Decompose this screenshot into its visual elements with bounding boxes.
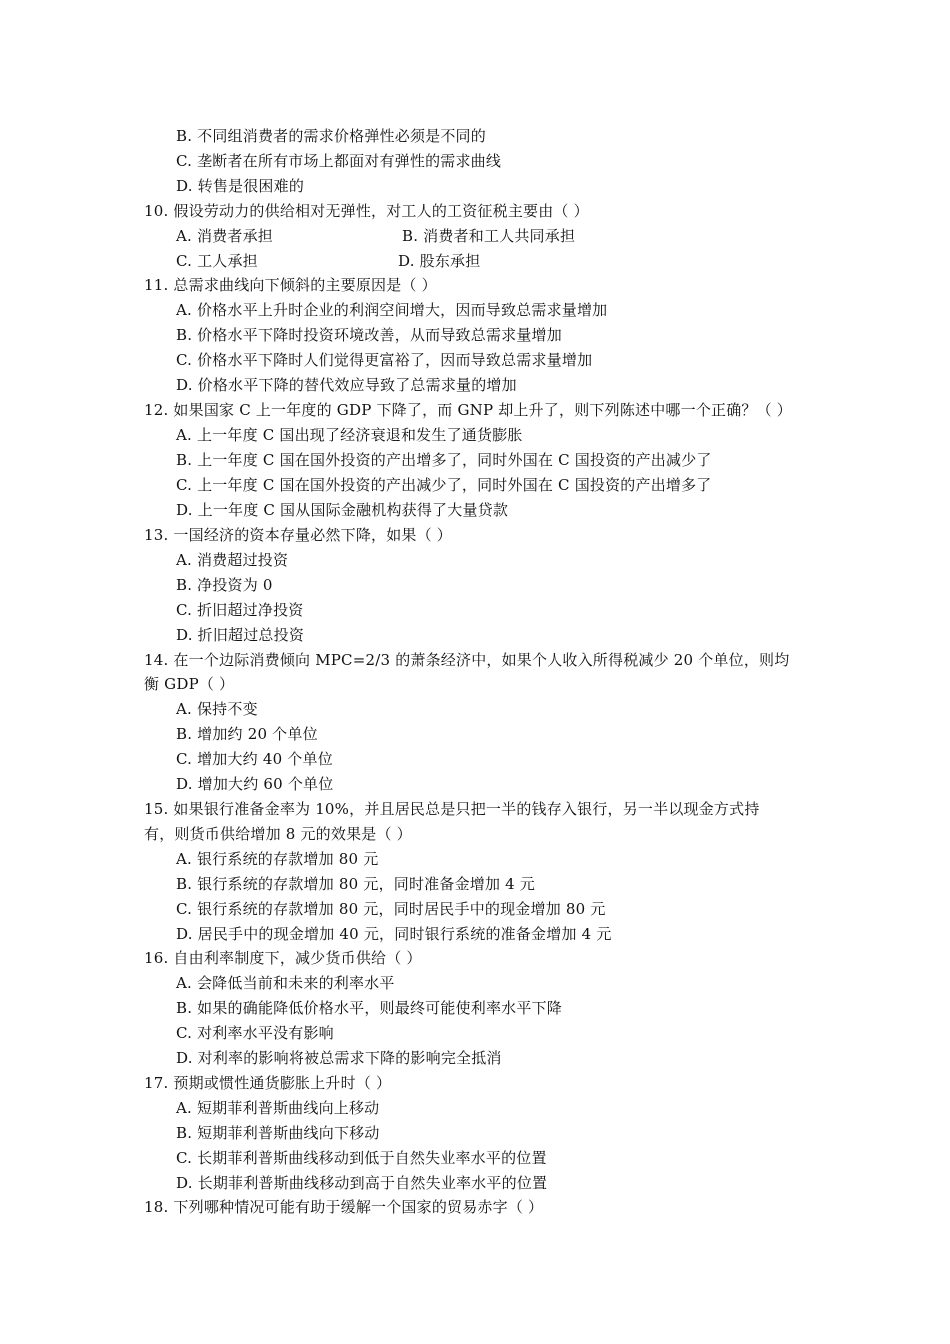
q10-option-b: B. 消费者和工人共同承担: [402, 227, 576, 245]
q14-stem-continuation: 衡 GDP（ ）: [144, 675, 235, 693]
q18-stem: 18. 下列哪种情况可能有助于缓解一个国家的贸易赤字（ ）: [144, 1198, 544, 1216]
q14-option-a: A. 保持不变: [176, 700, 258, 718]
q13-option-b: B. 净投资为 0: [176, 576, 273, 594]
q11-option-d: D. 价格水平下降的替代效应导致了总需求量的增加: [176, 376, 517, 394]
q12-stem: 12. 如果国家 C 上一年度的 GDP 下降了，而 GNP 却上升了，则下列陈述中哪一个正确？（ ）: [144, 401, 792, 419]
q9-option-b: B. 不同组消费者的需求价格弹性必须是不同的: [176, 127, 486, 145]
q14-option-c: C. 增加大约 40 个单位: [176, 750, 333, 768]
q16-option-c: C. 对利率水平没有影响: [176, 1024, 334, 1042]
q17-stem: 17. 预期或惯性通货膨胀上升时（ ）: [144, 1074, 392, 1092]
q16-option-a: A. 会降低当前和未来的利率水平: [176, 974, 395, 992]
q13-stem: 13. 一国经济的资本存量必然下降，如果（ ）: [144, 526, 452, 544]
q11-option-b: B. 价格水平下降时投资环境改善，从而导致总需求量增加: [176, 326, 562, 344]
q11-stem: 11. 总需求曲线向下倾斜的主要原因是（ ）: [144, 276, 437, 294]
q9-option-d: D. 转售是很困难的: [176, 177, 305, 195]
q15-option-d: D. 居民手中的现金增加 40 元，同时银行系统的准备金增加 4 元: [176, 925, 612, 943]
q14-option-b: B. 增加约 20 个单位: [176, 725, 318, 743]
q12-option-a: A. 上一年度 C 国出现了经济衰退和发生了通货膨胀: [176, 426, 523, 444]
q14-stem: 14. 在一个边际消费倾向 MPC=2/3 的萧条经济中，如果个人收入所得税减少 20 个单位，则均: [144, 651, 790, 669]
q12-option-b: B. 上一年度 C 国在国外投资的产出增多了，同时外国在 C 国投资的产出减少了: [176, 451, 712, 469]
q17-option-c: C. 长期菲利普斯曲线移动到低于自然失业率水平的位置: [176, 1149, 547, 1167]
q10-option-a: A. 消费者承担: [176, 227, 273, 245]
q12-option-c: C. 上一年度 C 国在国外投资的产出减少了，同时外国在 C 国投资的产出增多了: [176, 476, 712, 494]
q16-option-b: B. 如果的确能降低价格水平，则最终可能使利率水平下降: [176, 999, 562, 1017]
q13-option-d: D. 折旧超过总投资: [176, 626, 305, 644]
q10-stem: 10. 假设劳动力的供给相对无弹性，对工人的工资征税主要由（ ）: [144, 202, 589, 220]
q17-option-b: B. 短期菲利普斯曲线向下移动: [176, 1124, 380, 1142]
q14-option-d: D. 增加大约 60 个单位: [176, 775, 334, 793]
q12-option-d: D. 上一年度 C 国从国际金融机构获得了大量贷款: [176, 501, 509, 519]
q16-stem: 16. 自由利率制度下，减少货币供给（ ）: [144, 949, 422, 967]
q11-option-c: C. 价格水平下降时人们觉得更富裕了，因而导致总需求量增加: [176, 351, 593, 369]
q11-option-a: A. 价格水平上升时企业的利润空间增大，因而导致总需求量增加: [176, 301, 608, 319]
q15-stem-continuation: 有，则货币供给增加 8 元的效果是（ ）: [144, 825, 412, 843]
q10-option-c: C. 工人承担: [176, 252, 258, 270]
q10-option-d: D. 股东承担: [398, 252, 481, 270]
q13-option-a: A. 消费超过投资: [176, 551, 289, 569]
q17-option-a: A. 短期菲利普斯曲线向上移动: [176, 1099, 380, 1117]
q16-option-d: D. 对利率的影响将被总需求下降的影响完全抵消: [176, 1049, 502, 1067]
q13-option-c: C. 折旧超过净投资: [176, 601, 304, 619]
q15-option-c: C. 银行系统的存款增加 80 元，同时居民手中的现金增加 80 元: [176, 900, 606, 918]
q15-option-b: B. 银行系统的存款增加 80 元，同时准备金增加 4 元: [176, 875, 536, 893]
q15-option-a: A. 银行系统的存款增加 80 元: [176, 850, 379, 868]
q15-stem: 15. 如果银行准备金率为 10%，并且居民总是只把一半的钱存入银行，另一半以现金方式持: [144, 800, 760, 818]
q9-option-c: C. 垄断者在所有市场上都面对有弹性的需求曲线: [176, 152, 502, 170]
q17-option-d: D. 长期菲利普斯曲线移动到高于自然失业率水平的位置: [176, 1174, 548, 1192]
